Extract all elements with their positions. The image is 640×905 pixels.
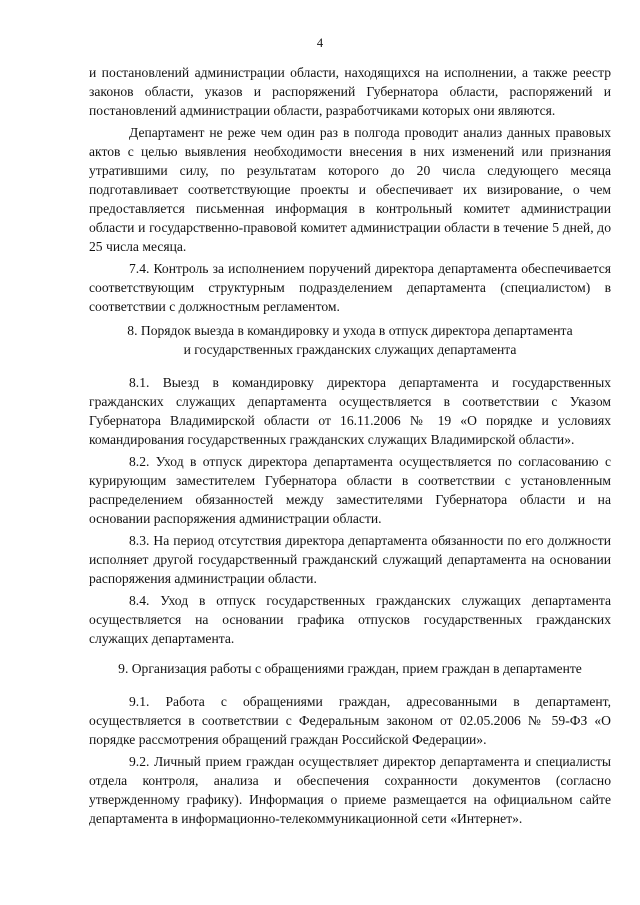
paragraph-8-4: 8.4. Уход в отпуск государственных гражданских служащих департамента осуществляется на основании графика отпусков государственных гражданских служащих департамента. xyxy=(89,593,611,646)
paragraph-8-3: 8.3. На период отсутствия директора департамента обязанности по его должности исполняет другой государственный гражданский служащий департамента на основании распоряжения администрации области. xyxy=(89,533,611,586)
paragraph-continuation: и постановлений администрации области, находящихся на исполнении, а также реестр законов области, указов и распоряжений Губернатора области, распоряжений и постановлений администрации области, разработчиками которых они являются. xyxy=(89,65,611,118)
section-9 xyxy=(89,659,611,831)
paragraph-9-1: 9.1. Работа с обращениями граждан, адресованными в департамент, осуществляется в соответствии с Федеральным законом от 02.05.2006 № 59-ФЗ «О порядке рассмотрения обращений граждан Российской Федерации». xyxy=(89,694,611,747)
section-8-heading-line1: 8. Порядок выезда в командировку и ухода в отпуск директора департамента xyxy=(127,323,573,338)
paragraph-7-4: 7.4. Контроль за исполнением поручений директора департамента обеспечивается соответствующим структурным подразделением департамента (специалистом) в соответствии с должностным регламентом. xyxy=(89,261,611,314)
paragraph-analysis: Департамент не реже чем один раз в полгода проводит анализ данных правовых актов с целью выявления необходимости внесения в них изменений или признания утратившими силу, по результатам которого до 20 числа следующего месяца подготавливает соответствующие проекты и обеспечивает их визирование, о чем предоставляется письменная информация в контрольный комитет администрации области и государственно-правовой комитет администрации области в течение 5 дней, до 25 числа месяца. xyxy=(89,125,611,254)
section-8-heading-line2: и государственных гражданских служащих департамента xyxy=(183,342,517,357)
top-paragraphs xyxy=(89,63,611,319)
section-9-heading: 9. Организация работы с обращениями граждан, прием граждан в департаменте xyxy=(118,661,582,676)
paragraph-8-2: 8.2. Уход в отпуск директора департамента осуществляется по согласованию с курирующим заместителем Губернатора области в соответствии с установленным распределением обязанностей между заместителями Губернатора области и на основании распоряжения администрации области. xyxy=(89,454,611,526)
section-8 xyxy=(89,321,611,651)
paragraph-8-1: 8.1. Выезд в командировку директора департамента и государственных гражданских служащих департамента осуществляется в соответствии с Указом Губернатора Владимирской области от 16.11.2006 № 19 «О порядке и условиях командирования государственных гражданских служащих Владимирской области». xyxy=(89,375,611,447)
page-number: 4 xyxy=(316,36,324,50)
paragraph-9-2: 9.2. Личный прием граждан осуществляет директор департамента и специалисты отдела контроля, анализа и обеспечения сохранности документов (согласно утвержденному графику). Информация о приеме размещается на официальном сайте департамента в информационно-телекоммуникационной сети «Интернет». xyxy=(89,754,611,826)
